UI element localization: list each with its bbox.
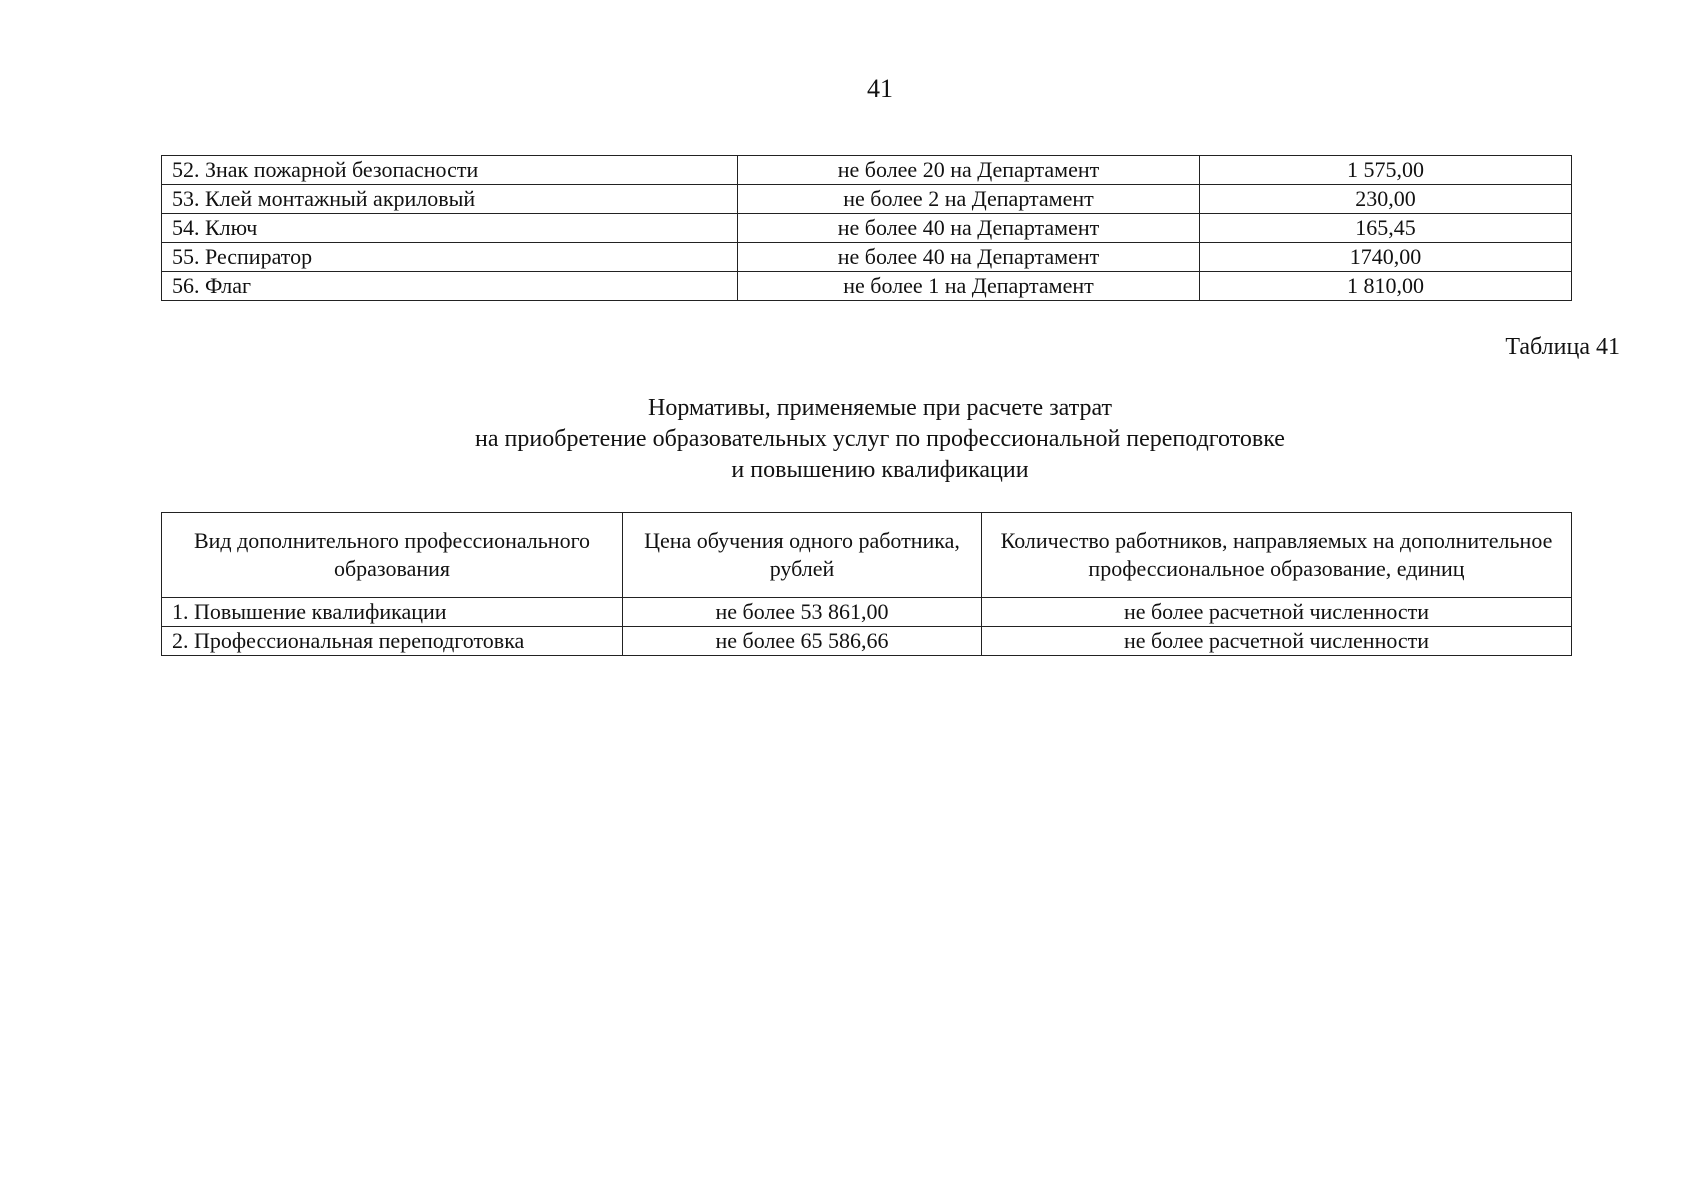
item-norm-cell: не более 2 на Департамент: [738, 185, 1200, 214]
education-count-cell: не более расчетной численности: [982, 627, 1572, 656]
item-price-cell: 1740,00: [1200, 243, 1572, 272]
item-name-cell: 54. Ключ: [162, 214, 738, 243]
item-name-cell: 52. Знак пожарной безопасности: [162, 156, 738, 185]
table-row: [162, 272, 1572, 301]
table-title-line: на приобретение образовательных услуг по профессиональной переподготовке: [475, 426, 1285, 452]
table-row: [162, 214, 1572, 243]
column-header-kind: Вид дополнительного профессионального образования: [162, 513, 623, 598]
item-price-cell: 230,00: [1200, 185, 1572, 214]
education-norms-table: [161, 512, 1572, 656]
item-name-cell: 53. Клей монтажный акриловый: [162, 185, 738, 214]
item-norm-cell: не более 40 на Департамент: [738, 214, 1200, 243]
column-header-count: Количество работников, направляемых на дополнительное профессиональное образование, единиц: [982, 513, 1572, 598]
supplies-table-continued: [161, 155, 1572, 301]
table-header-row: [162, 513, 1572, 598]
page-number: 41: [867, 74, 893, 103]
table-row: [162, 185, 1572, 214]
education-kind-cell: 1. Повышение квалификации: [162, 598, 623, 627]
item-norm-cell: не более 1 на Департамент: [738, 272, 1200, 301]
education-count-cell: не более расчетной численности: [982, 598, 1572, 627]
item-norm-cell: не более 40 на Департамент: [738, 243, 1200, 272]
table-title-line: Нормативы, применяемые при расчете затрат: [647, 395, 1113, 421]
column-header-price: Цена обучения одного работника, рублей: [623, 513, 982, 598]
item-name-cell: 55. Респиратор: [162, 243, 738, 272]
education-kind-cell: 2. Профессиональная переподготовка: [162, 627, 623, 656]
education-price-cell: не более 53 861,00: [623, 598, 982, 627]
table-row: [162, 598, 1572, 627]
table-row: [162, 627, 1572, 656]
item-price-cell: 1 575,00: [1200, 156, 1572, 185]
item-norm-cell: не более 20 на Департамент: [738, 156, 1200, 185]
item-price-cell: 1 810,00: [1200, 272, 1572, 301]
item-name-cell: 56. Флаг: [162, 272, 738, 301]
table-row: [162, 156, 1572, 185]
table-title-line: и повышению квалификации: [731, 457, 1029, 483]
education-price-cell: не более 65 586,66: [623, 627, 982, 656]
table-label: Таблица 41: [1505, 334, 1620, 360]
table-title: [0, 393, 1698, 486]
item-price-cell: 165,45: [1200, 214, 1572, 243]
table-row: [162, 243, 1572, 272]
